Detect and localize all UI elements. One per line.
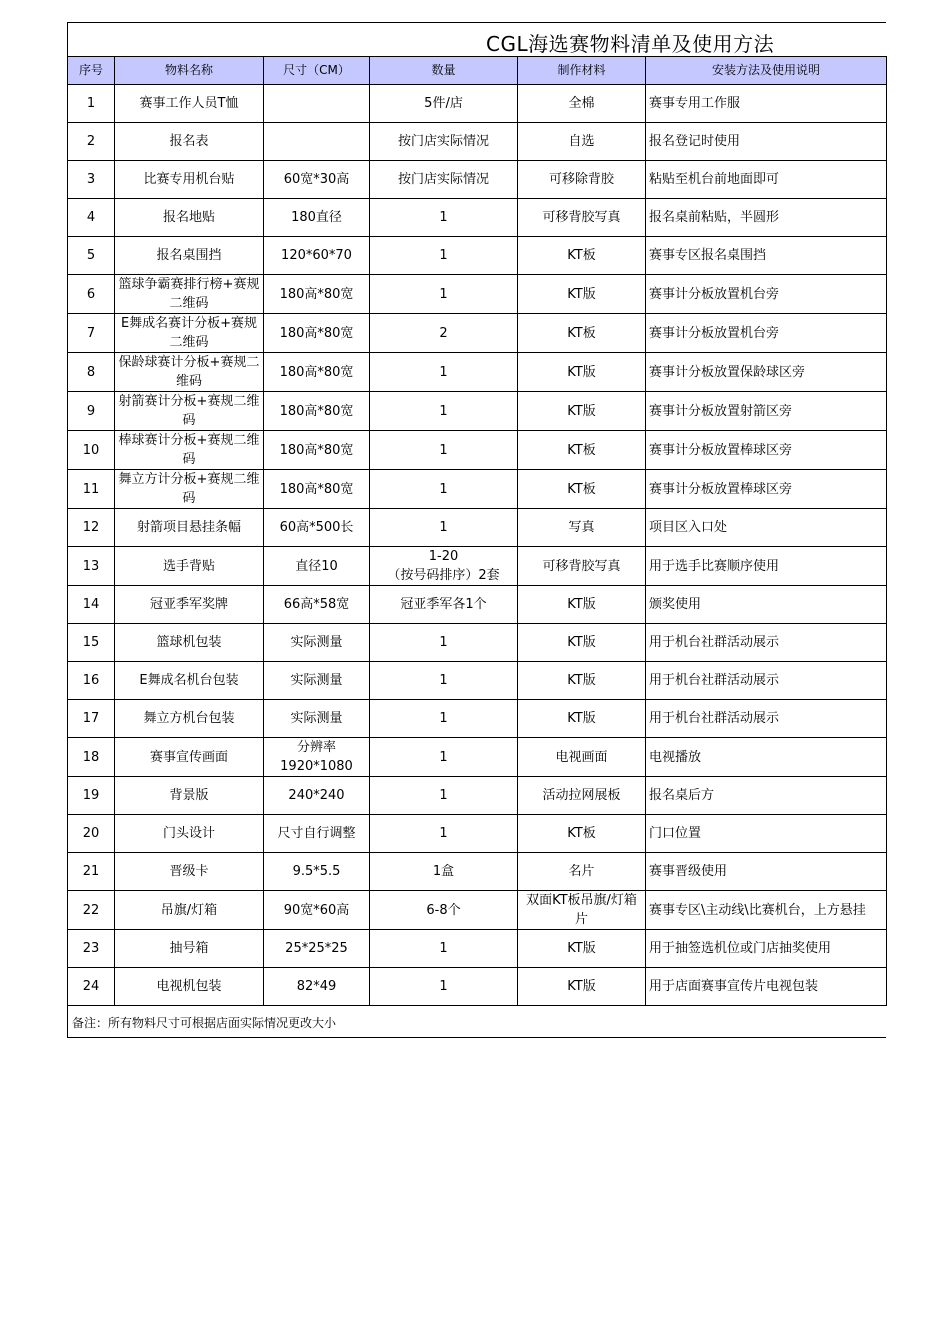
cell-qty: 1 [370, 738, 518, 777]
table-row [68, 85, 887, 123]
cell-name: 比赛专用机台贴 [115, 161, 264, 199]
cell-no: 9 [68, 392, 115, 431]
cell-desc: 赛事计分板放置射箭区旁 [646, 392, 887, 431]
cell-no: 16 [68, 662, 115, 700]
header-qty: 数量 [370, 57, 518, 85]
cell-qty: 1-20 （按号码排序）2套 [370, 547, 518, 586]
cell-material: 可移背胶写真 [518, 547, 646, 586]
cell-desc: 用于选手比赛顺序使用 [646, 547, 887, 586]
cell-name: 冠亚季军奖牌 [115, 586, 264, 624]
cell-size [264, 123, 370, 161]
table-row [68, 853, 887, 891]
cell-desc: 报名登记时使用 [646, 123, 887, 161]
cell-desc: 颁奖使用 [646, 586, 887, 624]
cell-name: 报名桌围挡 [115, 237, 264, 275]
cell-size: 180直径 [264, 199, 370, 237]
cell-material: KT版 [518, 353, 646, 392]
table-row [68, 431, 887, 470]
cell-desc: 赛事专区\主动线\比赛机台，上方悬挂 [646, 891, 887, 930]
table-row [68, 392, 887, 431]
cell-qty: 1 [370, 237, 518, 275]
cell-name: 选手背贴 [115, 547, 264, 586]
cell-name: 赛事工作人员T恤 [115, 85, 264, 123]
cell-size: 90宽*60高 [264, 891, 370, 930]
cell-size: 240*240 [264, 777, 370, 815]
cell-qty: 2 [370, 314, 518, 353]
cell-desc: 赛事晋级使用 [646, 853, 887, 891]
cell-material: KT版 [518, 968, 646, 1006]
cell-qty: 1 [370, 815, 518, 853]
cell-qty: 1 [370, 392, 518, 431]
cell-qty: 按门店实际情况 [370, 161, 518, 199]
material-list-sheet [67, 22, 886, 1038]
header-size: 尺寸（CM） [264, 57, 370, 85]
cell-desc: 电视播放 [646, 738, 887, 777]
cell-qty: 5件/店 [370, 85, 518, 123]
cell-name: 赛事宣传画面 [115, 738, 264, 777]
cell-size: 180高*80宽 [264, 392, 370, 431]
cell-desc: 赛事计分板放置棒球区旁 [646, 431, 887, 470]
cell-size: 尺寸自行调整 [264, 815, 370, 853]
cell-size: 180高*80宽 [264, 275, 370, 314]
cell-no: 20 [68, 815, 115, 853]
table-row [68, 662, 887, 700]
cell-no: 3 [68, 161, 115, 199]
cell-desc: 报名桌前粘贴，半圆形 [646, 199, 887, 237]
table-row [68, 314, 887, 353]
cell-qty: 1 [370, 509, 518, 547]
cell-size [264, 85, 370, 123]
cell-qty: 6-8个 [370, 891, 518, 930]
table-row [68, 275, 887, 314]
cell-qty: 1 [370, 431, 518, 470]
cell-no: 8 [68, 353, 115, 392]
cell-name: 抽号箱 [115, 930, 264, 968]
cell-name: 射箭项目悬挂条幅 [115, 509, 264, 547]
cell-desc: 用于抽签选机位或门店抽奖使用 [646, 930, 887, 968]
table-body [68, 85, 887, 1006]
cell-name: 舞立方计分板+赛规二维码 [115, 470, 264, 509]
cell-size: 实际测量 [264, 700, 370, 738]
cell-no: 4 [68, 199, 115, 237]
cell-no: 7 [68, 314, 115, 353]
cell-name: 电视机包装 [115, 968, 264, 1006]
table-row [68, 624, 887, 662]
cell-qty: 1 [370, 968, 518, 1006]
cell-no: 17 [68, 700, 115, 738]
table-row [68, 700, 887, 738]
cell-name: 门头设计 [115, 815, 264, 853]
cell-desc: 赛事计分板放置棒球区旁 [646, 470, 887, 509]
header-row [68, 57, 887, 85]
cell-material: KT板 [518, 314, 646, 353]
cell-no: 1 [68, 85, 115, 123]
cell-no: 19 [68, 777, 115, 815]
cell-name: E舞成名机台包装 [115, 662, 264, 700]
cell-material: KT版 [518, 392, 646, 431]
cell-material: KT版 [518, 700, 646, 738]
cell-size: 实际测量 [264, 624, 370, 662]
cell-no: 13 [68, 547, 115, 586]
cell-name: 报名地贴 [115, 199, 264, 237]
note-row [67, 1006, 886, 1038]
cell-desc: 门口位置 [646, 815, 887, 853]
cell-desc: 赛事专区报名桌围挡 [646, 237, 887, 275]
table-row [68, 891, 887, 930]
table-row [68, 586, 887, 624]
cell-desc: 赛事计分板放置保龄球区旁 [646, 353, 887, 392]
cell-qty: 1 [370, 353, 518, 392]
cell-no: 5 [68, 237, 115, 275]
cell-name: 吊旗/灯箱 [115, 891, 264, 930]
cell-size: 60宽*30高 [264, 161, 370, 199]
cell-no: 14 [68, 586, 115, 624]
cell-no: 22 [68, 891, 115, 930]
cell-size: 180高*80宽 [264, 431, 370, 470]
note-text: 备注：所有物料尺寸可根据店面实际情况更改大小 [72, 1016, 337, 1030]
cell-material: KT板 [518, 815, 646, 853]
table-row [68, 738, 887, 777]
cell-desc: 赛事计分板放置机台旁 [646, 314, 887, 353]
cell-qty: 1 [370, 275, 518, 314]
cell-name: 篮球机包装 [115, 624, 264, 662]
cell-qty: 1 [370, 470, 518, 509]
cell-no: 2 [68, 123, 115, 161]
cell-size: 82*49 [264, 968, 370, 1006]
cell-material: KT版 [518, 624, 646, 662]
cell-size: 180高*80宽 [264, 314, 370, 353]
header-desc: 安装方法及使用说明 [646, 57, 887, 85]
cell-name: 射箭赛计分板+赛规二维码 [115, 392, 264, 431]
material-table [67, 56, 887, 1006]
cell-size: 60高*500长 [264, 509, 370, 547]
cell-material: 全棉 [518, 85, 646, 123]
cell-desc: 赛事计分板放置机台旁 [646, 275, 887, 314]
cell-qty: 冠亚季军各1个 [370, 586, 518, 624]
cell-desc: 赛事专用工作服 [646, 85, 887, 123]
cell-material: KT板 [518, 470, 646, 509]
table-row [68, 930, 887, 968]
cell-qty: 按门店实际情况 [370, 123, 518, 161]
cell-no: 15 [68, 624, 115, 662]
cell-material: 双面KT板吊旗/灯箱片 [518, 891, 646, 930]
cell-material: KT板 [518, 237, 646, 275]
cell-desc: 用于店面赛事宣传片电视包装 [646, 968, 887, 1006]
cell-desc: 用于机台社群活动展示 [646, 662, 887, 700]
cell-size: 66高*58宽 [264, 586, 370, 624]
table-row [68, 161, 887, 199]
cell-material: 可移背胶写真 [518, 199, 646, 237]
cell-name: 棒球赛计分板+赛规二维码 [115, 431, 264, 470]
cell-qty: 1 [370, 700, 518, 738]
cell-material: 电视画面 [518, 738, 646, 777]
cell-size: 直径10 [264, 547, 370, 586]
title-row [67, 22, 886, 56]
cell-size: 180高*80宽 [264, 353, 370, 392]
cell-material: KT版 [518, 662, 646, 700]
cell-material: KT版 [518, 930, 646, 968]
table-row [68, 199, 887, 237]
cell-desc: 粘贴至机台前地面即可 [646, 161, 887, 199]
cell-no: 21 [68, 853, 115, 891]
cell-qty: 1 [370, 624, 518, 662]
cell-desc: 用于机台社群活动展示 [646, 624, 887, 662]
cell-no: 23 [68, 930, 115, 968]
cell-no: 18 [68, 738, 115, 777]
cell-no: 6 [68, 275, 115, 314]
cell-material: 写真 [518, 509, 646, 547]
table-row [68, 968, 887, 1006]
cell-material: 可移除背胶 [518, 161, 646, 199]
cell-name: 晋级卡 [115, 853, 264, 891]
cell-name: 篮球争霸赛排行榜+赛规二维码 [115, 275, 264, 314]
cell-desc: 报名桌后方 [646, 777, 887, 815]
cell-qty: 1 [370, 199, 518, 237]
cell-material: KT板 [518, 431, 646, 470]
table-row [68, 777, 887, 815]
cell-qty: 1 [370, 930, 518, 968]
table-row [68, 353, 887, 392]
cell-name: 保龄球赛计分板+赛规二维码 [115, 353, 264, 392]
cell-no: 11 [68, 470, 115, 509]
cell-size: 180高*80宽 [264, 470, 370, 509]
cell-material: KT版 [518, 275, 646, 314]
table-row [68, 509, 887, 547]
cell-desc: 项目区入口处 [646, 509, 887, 547]
cell-name: E舞成名赛计分板+赛规二维码 [115, 314, 264, 353]
cell-no: 12 [68, 509, 115, 547]
cell-desc: 用于机台社群活动展示 [646, 700, 887, 738]
cell-no: 24 [68, 968, 115, 1006]
cell-size: 9.5*5.5 [264, 853, 370, 891]
table-row [68, 547, 887, 586]
cell-name: 报名表 [115, 123, 264, 161]
cell-size: 分辨率 1920*1080 [264, 738, 370, 777]
cell-material: 活动拉网展板 [518, 777, 646, 815]
cell-material: 自选 [518, 123, 646, 161]
table-row [68, 470, 887, 509]
table-row [68, 237, 887, 275]
header-no: 序号 [68, 57, 115, 85]
header-name: 物料名称 [115, 57, 264, 85]
cell-qty: 1盒 [370, 853, 518, 891]
cell-name: 背景版 [115, 777, 264, 815]
table-row [68, 123, 887, 161]
cell-material: KT版 [518, 586, 646, 624]
header-material: 制作材料 [518, 57, 646, 85]
cell-size: 25*25*25 [264, 930, 370, 968]
sheet-title: CGL海选赛物料清单及使用方法 [486, 32, 775, 56]
cell-size: 实际测量 [264, 662, 370, 700]
cell-qty: 1 [370, 662, 518, 700]
cell-qty: 1 [370, 777, 518, 815]
cell-name: 舞立方机台包装 [115, 700, 264, 738]
cell-material: 名片 [518, 853, 646, 891]
cell-no: 10 [68, 431, 115, 470]
cell-size: 120*60*70 [264, 237, 370, 275]
table-row [68, 815, 887, 853]
